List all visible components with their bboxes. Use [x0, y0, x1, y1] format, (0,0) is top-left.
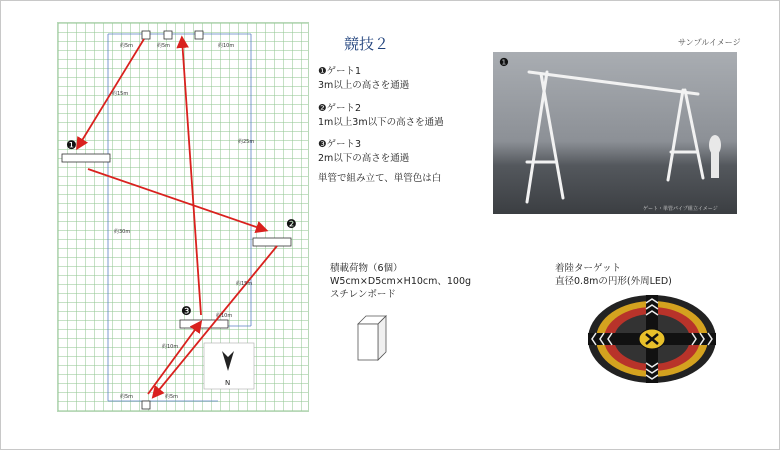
gate3-info — [318, 138, 409, 166]
svg-text:N: N — [225, 379, 231, 387]
course-diagram — [58, 23, 308, 411]
cargo-box-icon — [352, 312, 392, 362]
gate3-description: 2m以下の高さを通過 — [318, 153, 410, 164]
marker-gate2: ❷ — [286, 217, 297, 231]
sample-photo — [493, 52, 737, 214]
gate1-bar — [62, 154, 110, 162]
cargo-title: 積載荷物（6個） — [330, 263, 403, 274]
gate1-heading: ❶ゲート1 — [318, 66, 362, 77]
target-description: 直径0.8mの円形(外周LED) — [555, 276, 672, 287]
gate-note: 単管で組み立て、単管色は白 — [318, 173, 442, 184]
svg-text:約10m: 約10m — [216, 313, 233, 319]
svg-text:約25m: 約25m — [238, 139, 255, 145]
landing-target-icon — [586, 293, 718, 385]
gate3-heading: ❸ゲート3 — [318, 139, 362, 150]
dim-top-left: 約5m — [120, 43, 134, 49]
gate1-info — [318, 65, 409, 93]
svg-text:約5m: 約5m — [120, 394, 134, 400]
gate2-bar — [253, 238, 291, 246]
gate3-bar — [180, 320, 228, 328]
target-title: 着陸ターゲット — [555, 263, 622, 274]
photo-watermark: ゲート・単管パイプ組立イメージ — [643, 206, 718, 212]
marker-gate3: ❸ — [181, 304, 192, 318]
page-title: 競技２ — [344, 35, 390, 53]
svg-text:約30m: 約30m — [114, 229, 131, 235]
cargo-info — [330, 262, 471, 301]
start-box — [142, 31, 150, 39]
goal-box — [142, 401, 150, 409]
photo-marker: ❶ — [499, 56, 509, 69]
svg-text:約15m: 約15m — [112, 91, 129, 97]
marker-gate1: ❶ — [66, 138, 77, 152]
course-map — [57, 22, 309, 412]
svg-text:約5m: 約5m — [165, 394, 179, 400]
gate1-description: 3m以上の高さを通過 — [318, 80, 410, 91]
target-info — [555, 262, 672, 288]
cargo-size: W5cm×D5cm×H10cm、100g — [330, 276, 472, 287]
svg-text:約15m: 約15m — [236, 281, 253, 287]
gate2-description: 1m以上3m以下の高さを通過 — [318, 117, 444, 128]
gate2-heading: ❷ゲート2 — [318, 103, 362, 114]
svg-text:約10m: 約10m — [218, 43, 235, 49]
svg-text:約5m: 約5m — [157, 43, 171, 49]
gate2-info — [318, 102, 444, 130]
svg-text:約10m: 約10m — [162, 344, 179, 350]
compass-icon — [204, 343, 254, 389]
sample-label: サンプルイメージ — [678, 38, 741, 47]
cargo-material: スチレンボード — [330, 289, 396, 300]
